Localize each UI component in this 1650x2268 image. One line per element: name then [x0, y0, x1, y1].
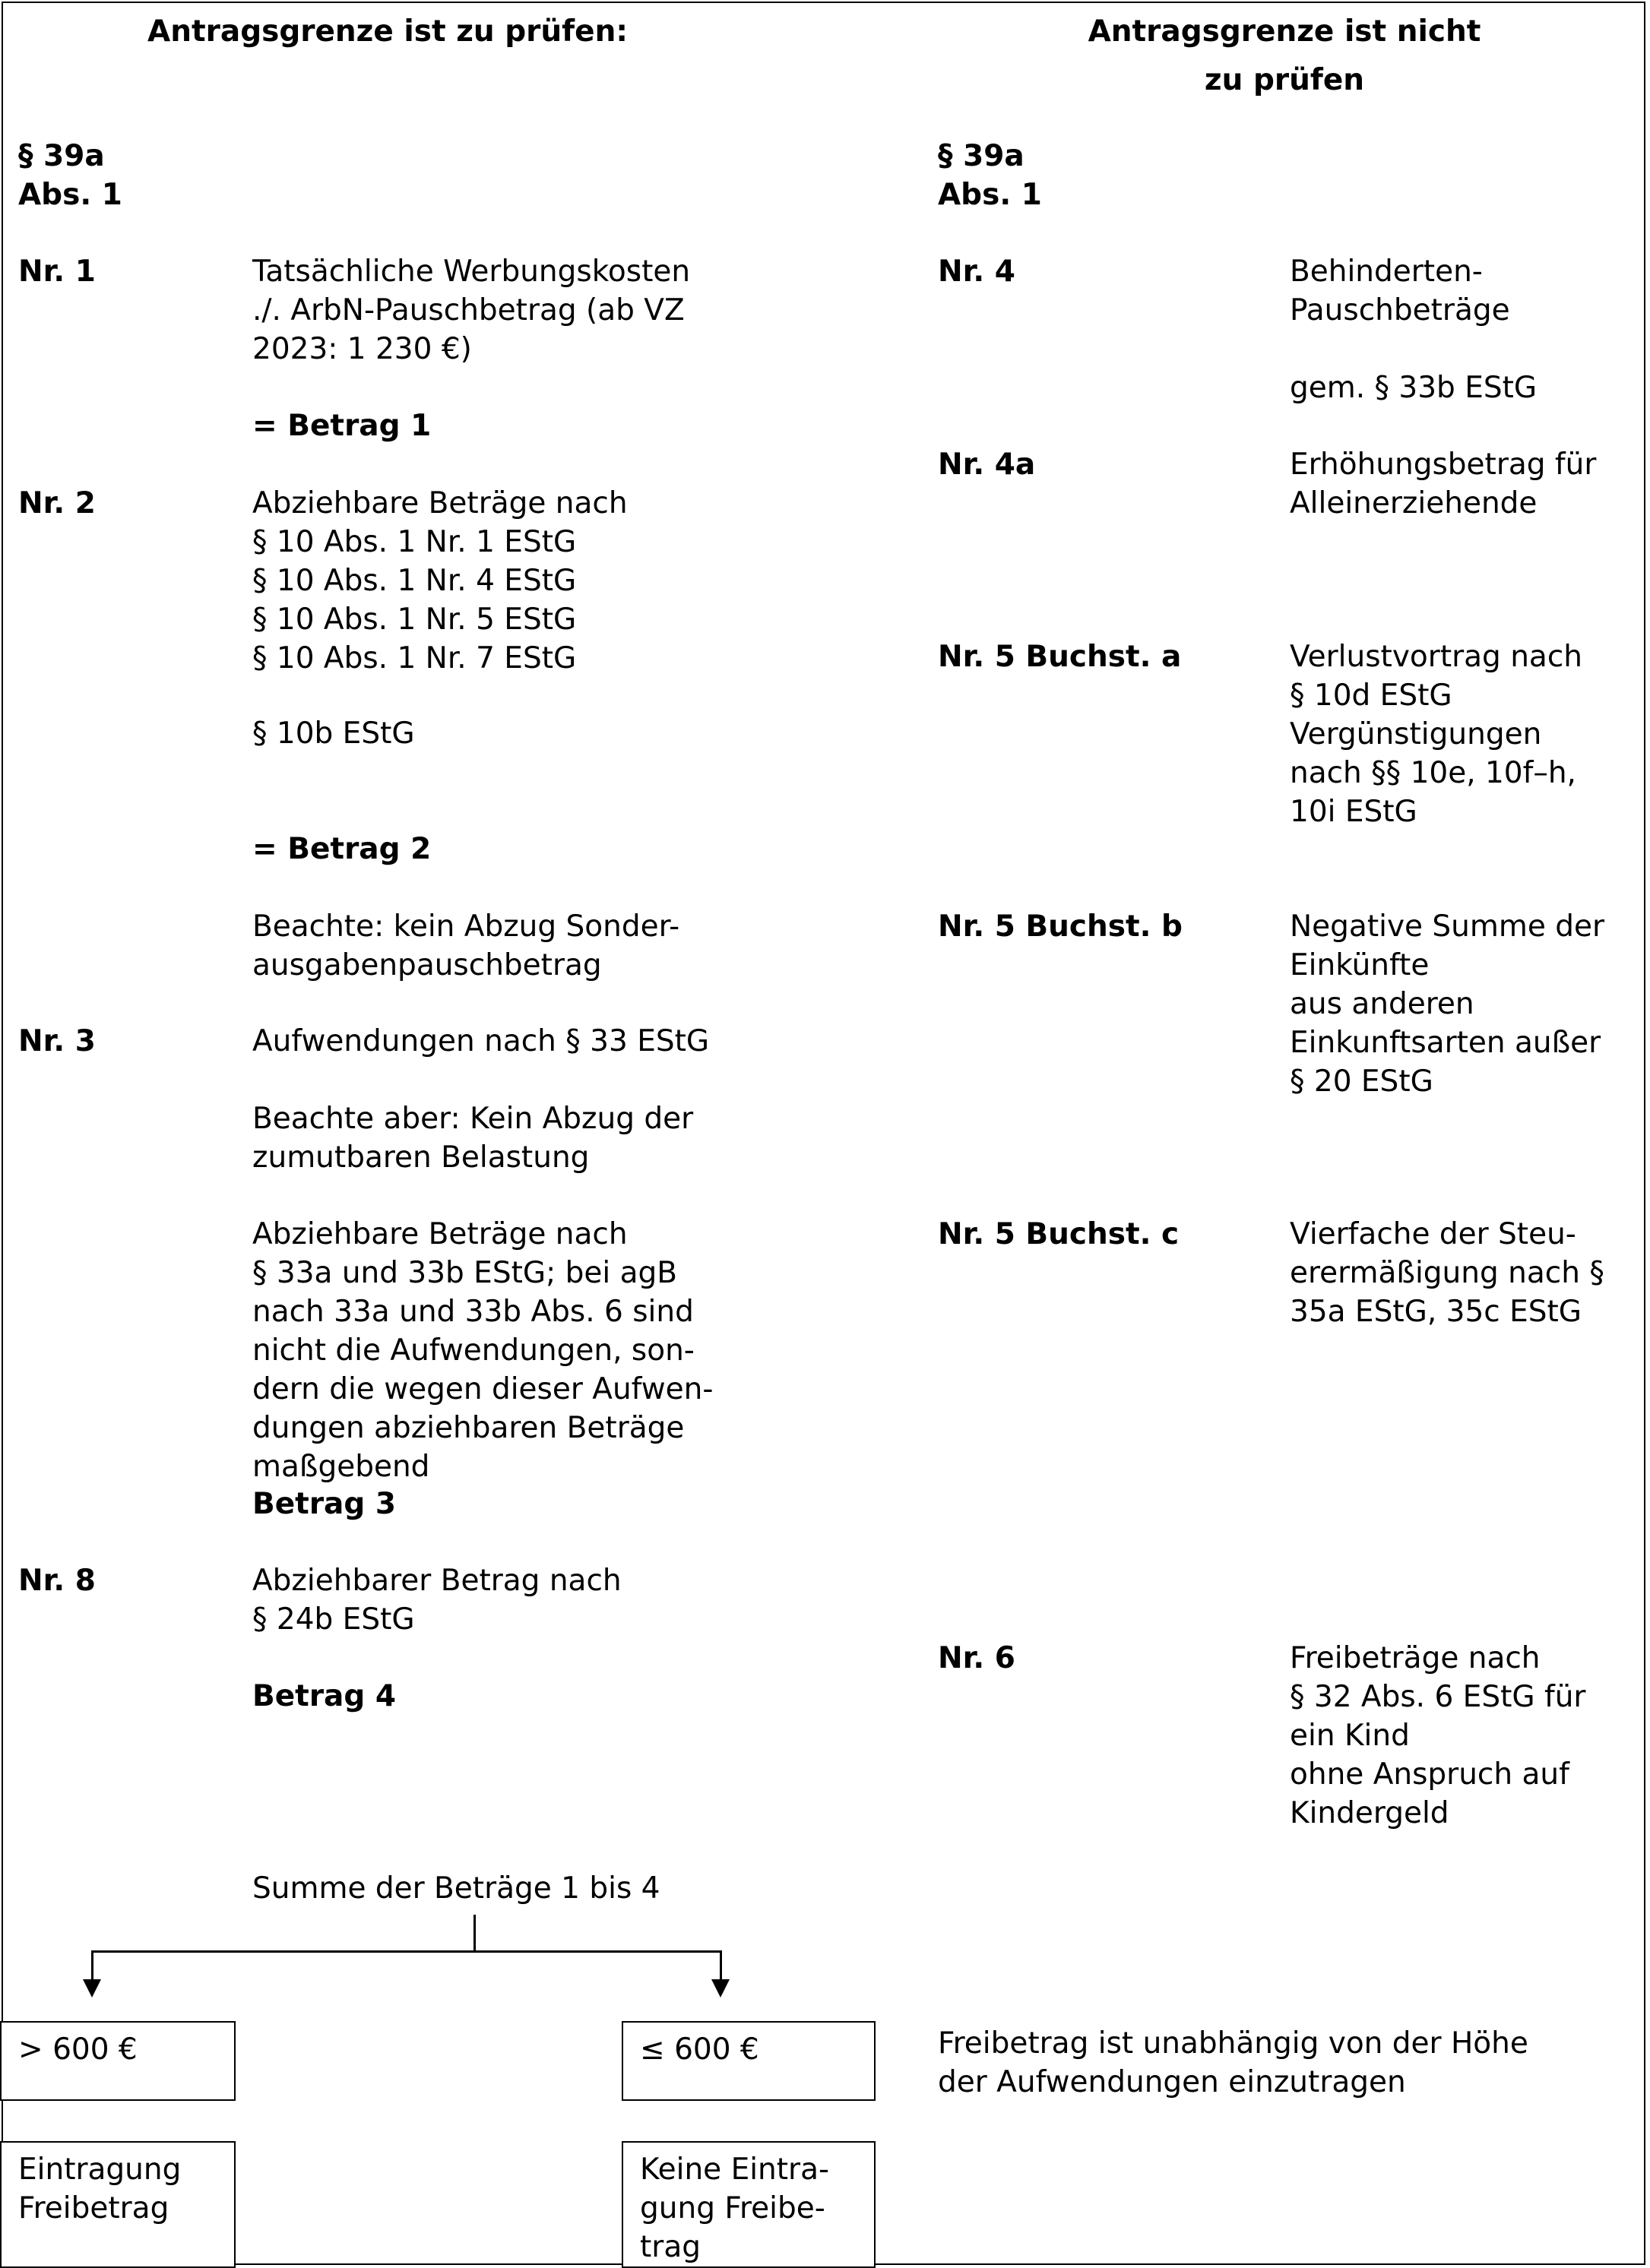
- box-eintragung-freibetrag: [0, 2141, 236, 2268]
- left-column-heading: Antragsgrenze ist zu prüfen:: [147, 14, 628, 49]
- right-row-text-6: Freibeträge nach § 32 Abs. 6 EStG für ein Kind ohne Anspruch auf Kindergeld: [1290, 1641, 1586, 1830]
- right-row-nr-6: Nr. 6: [938, 1641, 1015, 1675]
- diagram-frame: [2, 2, 1645, 2265]
- right-row-nr-4: Nr. 4: [938, 255, 1015, 289]
- right-row-nr-5c: Nr. 5 Buchst. c: [938, 1217, 1180, 1251]
- box-greater-600-label: > 600 €: [18, 2032, 138, 2067]
- right-column-heading: Antragsgrenze ist nicht zu prüfen: [1088, 14, 1481, 97]
- right-row-text-5b: Negative Summe der Einkünfte aus anderen Einkunftsarten außer § 20 EStG: [1290, 909, 1605, 1099]
- left-betrag-3: Betrag 3: [252, 1487, 397, 1521]
- left-row-nr-2: Nr. 2: [18, 486, 96, 520]
- left-row-text-2: Abziehbare Beträge nach § 10 Abs. 1 Nr. 1 EStG § 10 Abs. 1 Nr. 4 EStG § 10 Abs. 1 Nr. 5 EStG § 10 Abs. 1 Nr. 7 EStG: [252, 486, 628, 675]
- sum-connector-horizontal: [91, 1950, 722, 1953]
- right-row-nr-5a: Nr. 5 Buchst. a: [938, 640, 1182, 674]
- right-row-nr-5b: Nr. 5 Buchst. b: [938, 909, 1183, 944]
- branch-right-line: [720, 1950, 722, 1981]
- right-row-text-5c: Vierfache der Steu- erermäßigung nach § 35a EStG, 35c EStG: [1290, 1217, 1604, 1329]
- box-greater-600: [0, 2021, 236, 2101]
- arrow-down-left-icon: [83, 1979, 101, 1998]
- box-less-equal-600: [622, 2021, 876, 2101]
- left-note-belastung: Beachte aber: Kein Abzug der zumutbaren Belastung: [252, 1102, 694, 1175]
- left-row-text-1: Tatsächliche Werbungskosten ./. ArbN-Pauschbetrag (ab VZ 2023: 1 230 €): [252, 255, 691, 366]
- box-less-equal-600-label: ≤ 600 €: [640, 2032, 759, 2067]
- box-keine-eintragung-label: Keine Eintra- gung Freibe- trag: [640, 2153, 830, 2264]
- left-row-text-10b: § 10b EStG: [252, 716, 415, 751]
- box-keine-eintragung: [622, 2141, 876, 2268]
- right-row-text-4a: Erhöhungsbetrag für Alleinerziehende: [1290, 448, 1597, 520]
- left-row-nr-8: Nr. 8: [18, 1564, 96, 1598]
- sum-label: Summe der Beträge 1 bis 4: [252, 1871, 660, 1906]
- left-section-label: § 39a Abs. 1: [18, 139, 122, 212]
- arrow-down-right-icon: [711, 1979, 730, 1998]
- right-note-freibetrag: Freibetrag ist unabhängig von der Höhe der Aufwendungen einzutragen: [938, 2026, 1528, 2099]
- right-row-text-4: Behinderten- Pauschbeträge: [1290, 255, 1510, 327]
- branch-left-line: [91, 1950, 93, 1981]
- right-row-nr-4a: Nr. 4a: [938, 448, 1036, 482]
- left-row-text-33a: Abziehbare Beträge nach § 33a und 33b EStG; bei agB nach 33a und 33b Abs. 6 sind nicht die Aufwendungen, son- dern die wegen dieser Aufwen- dungen abziehbaren Beträge maßgebend: [252, 1217, 714, 1484]
- right-section-label: § 39a Abs. 1: [938, 139, 1042, 212]
- left-row-nr-3: Nr. 3: [18, 1024, 96, 1058]
- left-betrag-2: = Betrag 2: [252, 832, 432, 866]
- left-note-sonderausgaben: Beachte: kein Abzug Sonder- ausgabenpauschbetrag: [252, 909, 680, 982]
- sum-connector-vertical: [473, 1915, 476, 1953]
- left-betrag-1: = Betrag 1: [252, 409, 432, 443]
- box-eintragung-label: Eintragung Freibetrag: [18, 2153, 182, 2225]
- left-row-text-3: Aufwendungen nach § 33 EStG: [252, 1024, 710, 1058]
- right-row-text-5a: Verlustvortrag nach § 10d EStG Vergünstigungen nach §§ 10e, 10f–h, 10i EStG: [1290, 640, 1582, 829]
- left-row-nr-1: Nr. 1: [18, 255, 96, 289]
- right-row-text-33b: gem. § 33b EStG: [1290, 371, 1538, 405]
- left-betrag-4: Betrag 4: [252, 1679, 397, 1713]
- left-row-text-8: Abziehbarer Betrag nach § 24b EStG: [252, 1564, 622, 1637]
